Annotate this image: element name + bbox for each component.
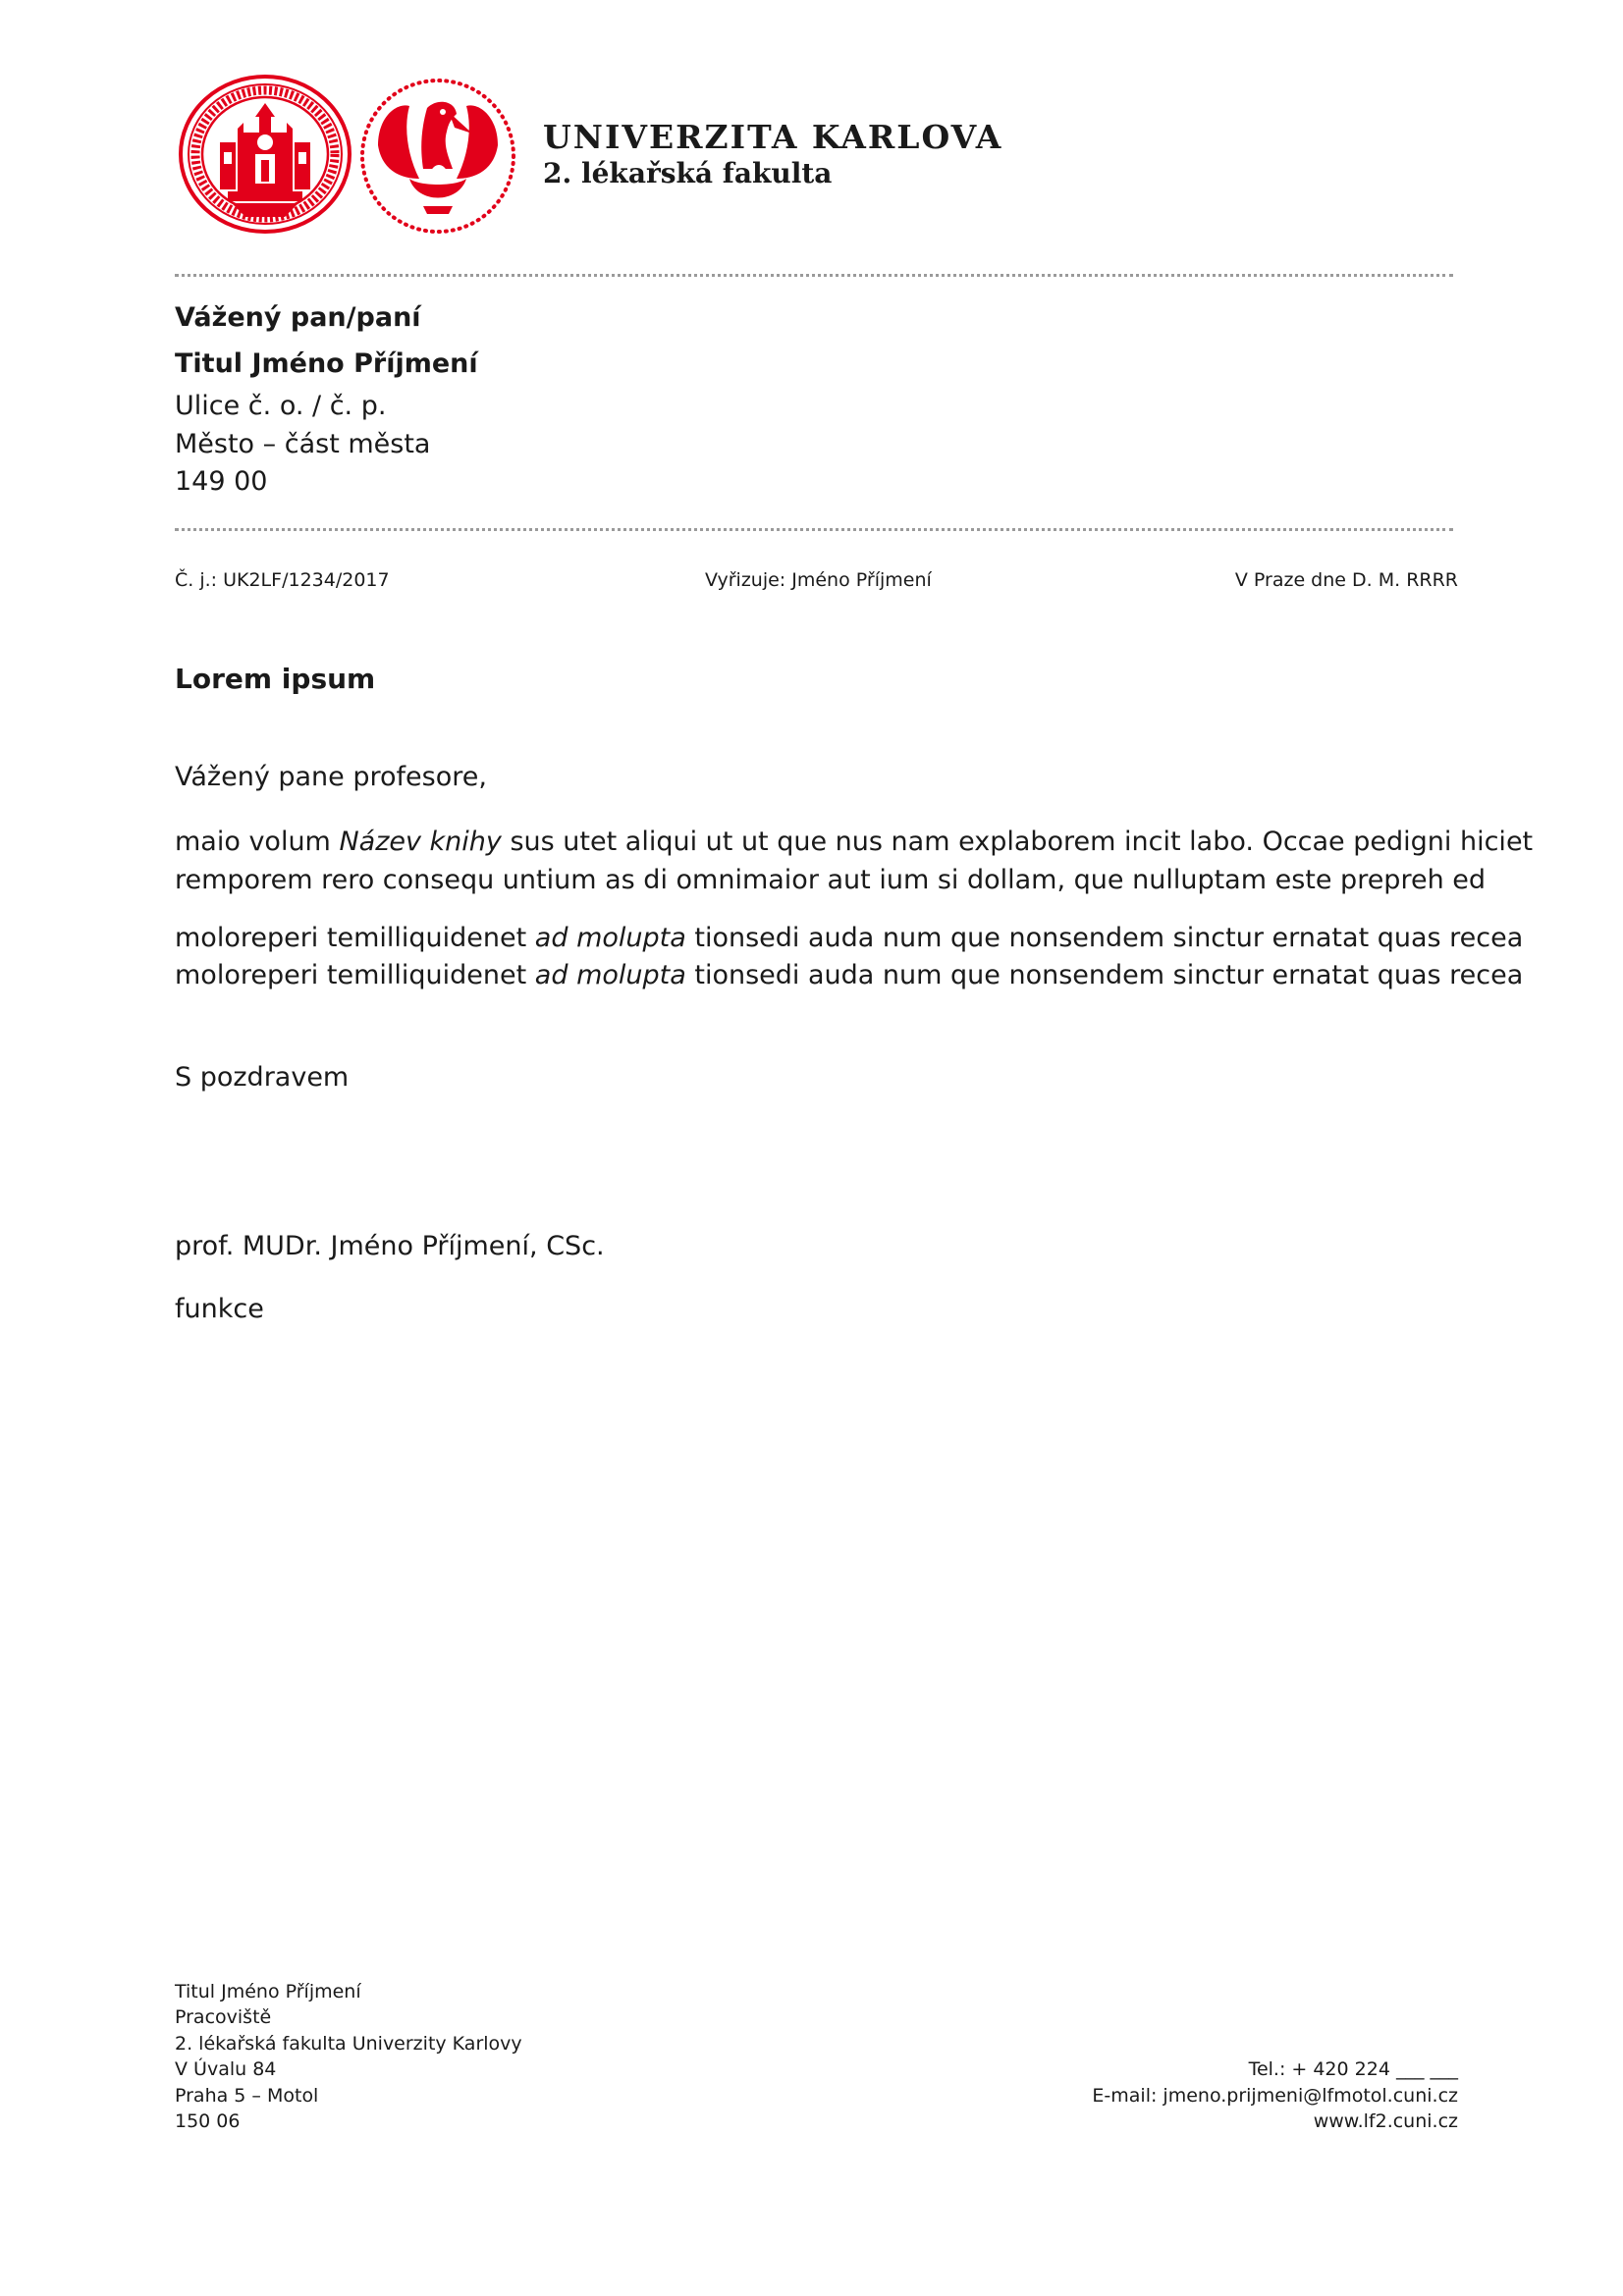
footer-city: Praha 5 – Motol: [175, 2085, 319, 2107]
footer-email[interactable]: E-mail: jmeno.prijmeni@lfmotol.cuni.cz: [1092, 2085, 1458, 2107]
recipient-street: Ulice č. o. / č. p.: [175, 391, 387, 421]
letter-greeting: Vážený pane profesore,: [175, 762, 487, 792]
recipient-zip: 149 00: [175, 466, 268, 497]
recipient-name: Titul Jméno Příjmení: [175, 348, 478, 379]
divider-top: [175, 274, 1453, 277]
letter-subject: Lorem ipsum: [175, 663, 376, 695]
footer-zip: 150 06: [175, 2110, 241, 2132]
faculty-name: 2. lékařská fakulta: [543, 157, 833, 189]
reference-number: Č. j.: UK2LF/1234/2017: [175, 569, 390, 591]
university-name: UNIVERZITA KARLOVA: [543, 118, 1003, 156]
letter-closing: S pozdravem: [175, 1062, 350, 1093]
footer-department: Pracoviště: [175, 2006, 272, 2028]
paragraph-2-line-2: moloreperi temilliquidenet ad molupta tionsedi auda num que nonsendem sinctur ernatat quas recea: [175, 960, 1524, 990]
recipient-salutation: Vážený pan/paní: [175, 302, 421, 333]
pelican-emblem-icon: [358, 77, 517, 236]
signatory-function: funkce: [175, 1294, 264, 1324]
footer-faculty: 2. lékařská fakulta Univerzity Karlovy: [175, 2033, 522, 2055]
divider-bottom: [175, 528, 1453, 531]
recipient-city: Město – část města: [175, 429, 431, 459]
paragraph-1-line-2: remporem rero consequ untium as di omnimaior aut ium si dollam, que nulluptam este prepreh ed: [175, 865, 1487, 895]
footer-name: Titul Jméno Příjmení: [175, 1981, 361, 2002]
paragraph-2-line-1: moloreperi temilliquidenet ad molupta tionsedi auda num que nonsendem sinctur ernatat quas recea: [175, 923, 1524, 953]
university-seal-icon: [177, 74, 353, 235]
footer-phone: Tel.: + 420 224 ___ ___: [1248, 2058, 1458, 2080]
letter-date: V Praze dne D. M. RRRR: [1234, 569, 1458, 591]
signatory-name: prof. MUDr. Jméno Příjmení, CSc.: [175, 1231, 605, 1261]
handled-by: Vyřizuje: Jméno Příjmení: [705, 569, 932, 591]
book-title: Název knihy: [339, 827, 502, 857]
footer-street: V Úvalu 84: [175, 2058, 277, 2080]
footer-website[interactable]: www.lf2.cuni.cz: [1313, 2110, 1458, 2132]
paragraph-1-line-1: maio volum Název knihy sus utet aliqui ut ut que nus nam explaborem incit labo. Occae pedigni hiciet: [175, 827, 1534, 857]
